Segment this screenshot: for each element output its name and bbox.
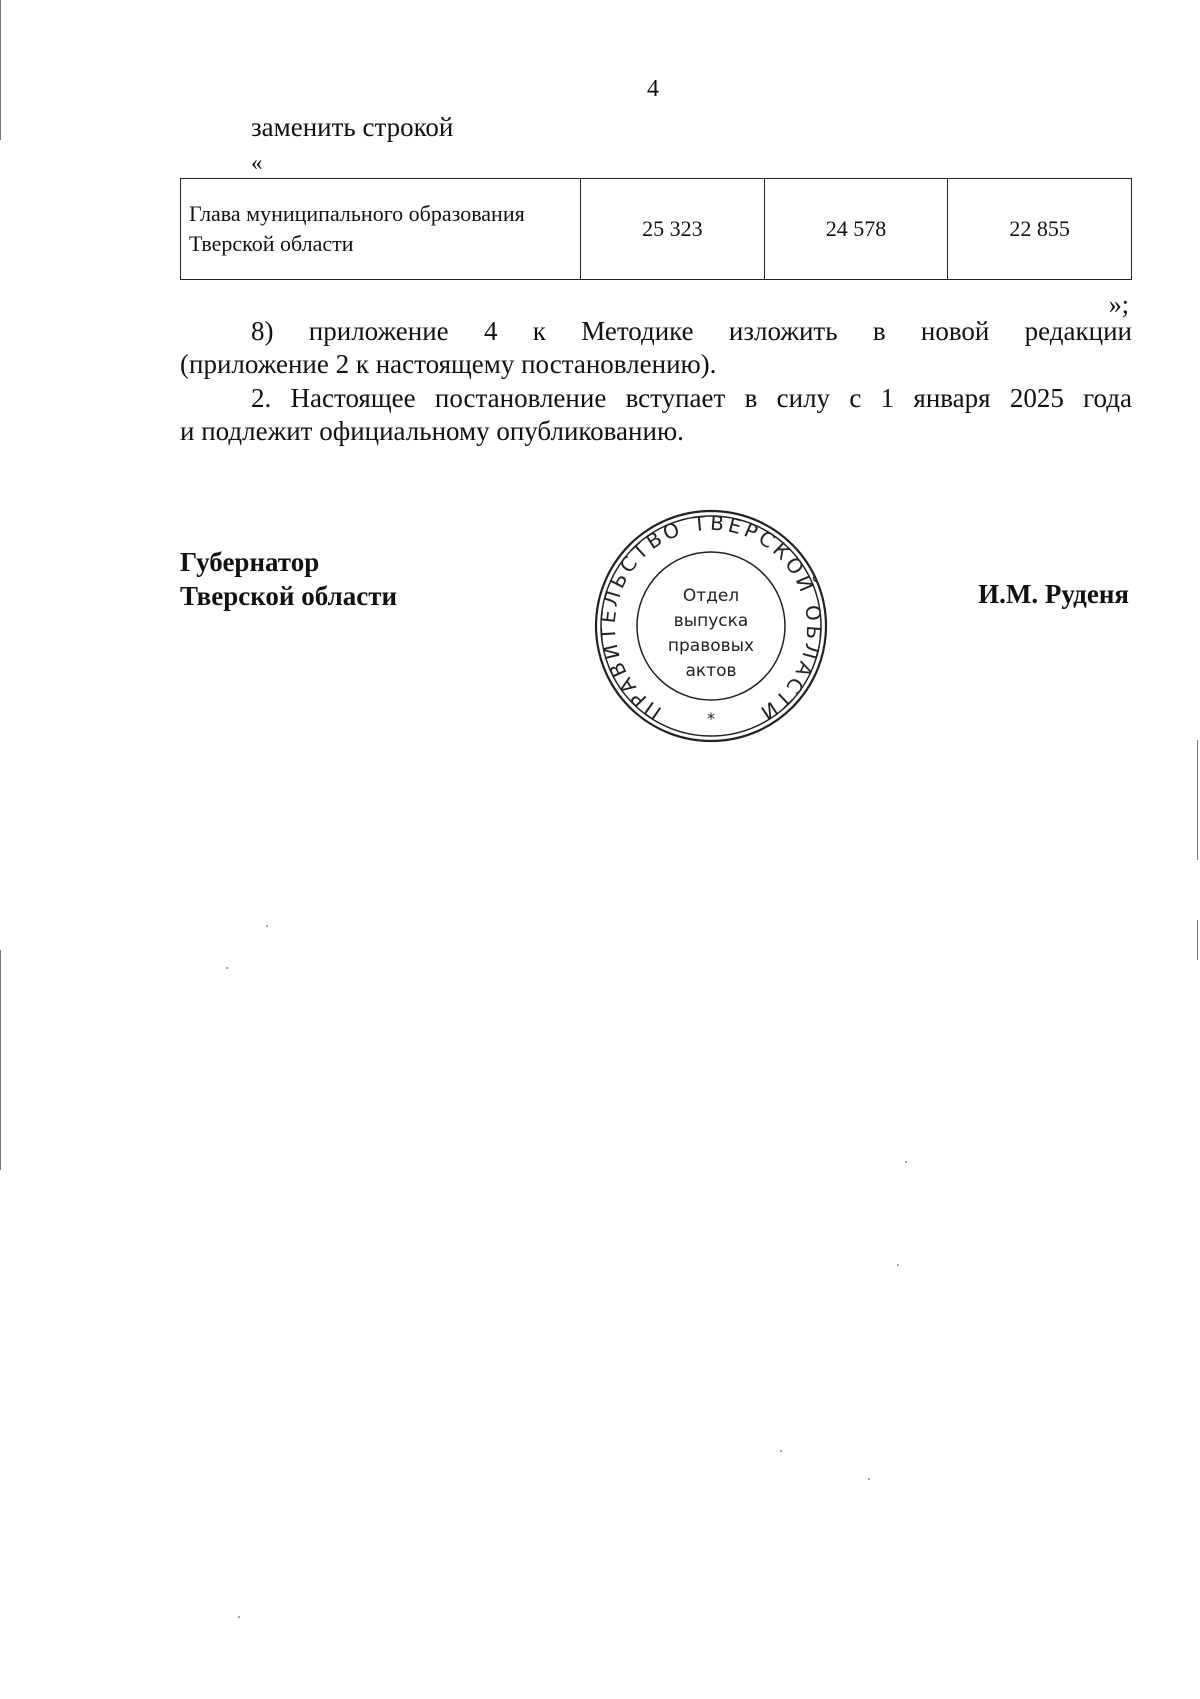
paragraph-item-8: [180, 315, 1132, 381]
stamp-center-line: выпуска: [673, 611, 749, 631]
signatory-title: [180, 545, 397, 613]
paragraph-line: 2. Настоящее постановление вступает в силу с 1 января 2025 года: [251, 383, 1132, 413]
paragraph-line: и подлежит официальному опубликованию.: [180, 416, 684, 446]
signatory-title-line: Губернатор: [180, 547, 320, 577]
paragraph-item-2: [180, 382, 1132, 448]
stamp-ring-text: ПРАВИТЕЛЬСТВО ТВЕРСКОЙ ОБЛАСТИ: [595, 510, 827, 727]
signatory-title-line: Тверской области: [180, 581, 398, 611]
scan-speck: [897, 1264, 899, 1266]
scan-edge-line: [0, 950, 1, 1170]
scan-speck: [780, 1450, 782, 1452]
opening-quote: «: [251, 150, 263, 175]
stamp-center-line: правовых: [667, 636, 755, 656]
signatory-name: И.М. Руденя: [978, 579, 1129, 609]
closing-quote: »;: [1108, 290, 1129, 319]
stamp-center-line: актов: [685, 661, 737, 681]
scan-edge-line: [1197, 920, 1198, 960]
page-number: 4: [647, 76, 659, 102]
scan-edge-line: [1197, 740, 1198, 860]
salary-table: [180, 178, 1132, 280]
table-cell-value: 24 578: [764, 179, 948, 280]
paragraph-line: 8) приложение 4 к Методике изложить в новой редакции: [251, 316, 1132, 346]
scan-edge-line: [0, 0, 1, 140]
scan-speck: [238, 1616, 240, 1618]
table-row: [181, 179, 1132, 280]
table-cell-value: 22 855: [948, 179, 1132, 280]
paragraph-line: (приложение 2 к настоящему постановлению).: [180, 349, 717, 379]
scan-speck: [868, 1478, 870, 1480]
replace-instruction: заменить строкой: [251, 112, 454, 142]
official-stamp: [593, 508, 829, 744]
stamp-star: *: [707, 709, 715, 728]
table-cell-value: 25 323: [581, 179, 765, 280]
scan-speck: [226, 967, 228, 969]
scan-speck: [905, 1161, 907, 1163]
stamp-center-line: Отдел: [682, 586, 740, 606]
scan-speck: [266, 925, 268, 927]
table-cell-position: Глава муниципального образования Тверской области: [181, 179, 581, 280]
